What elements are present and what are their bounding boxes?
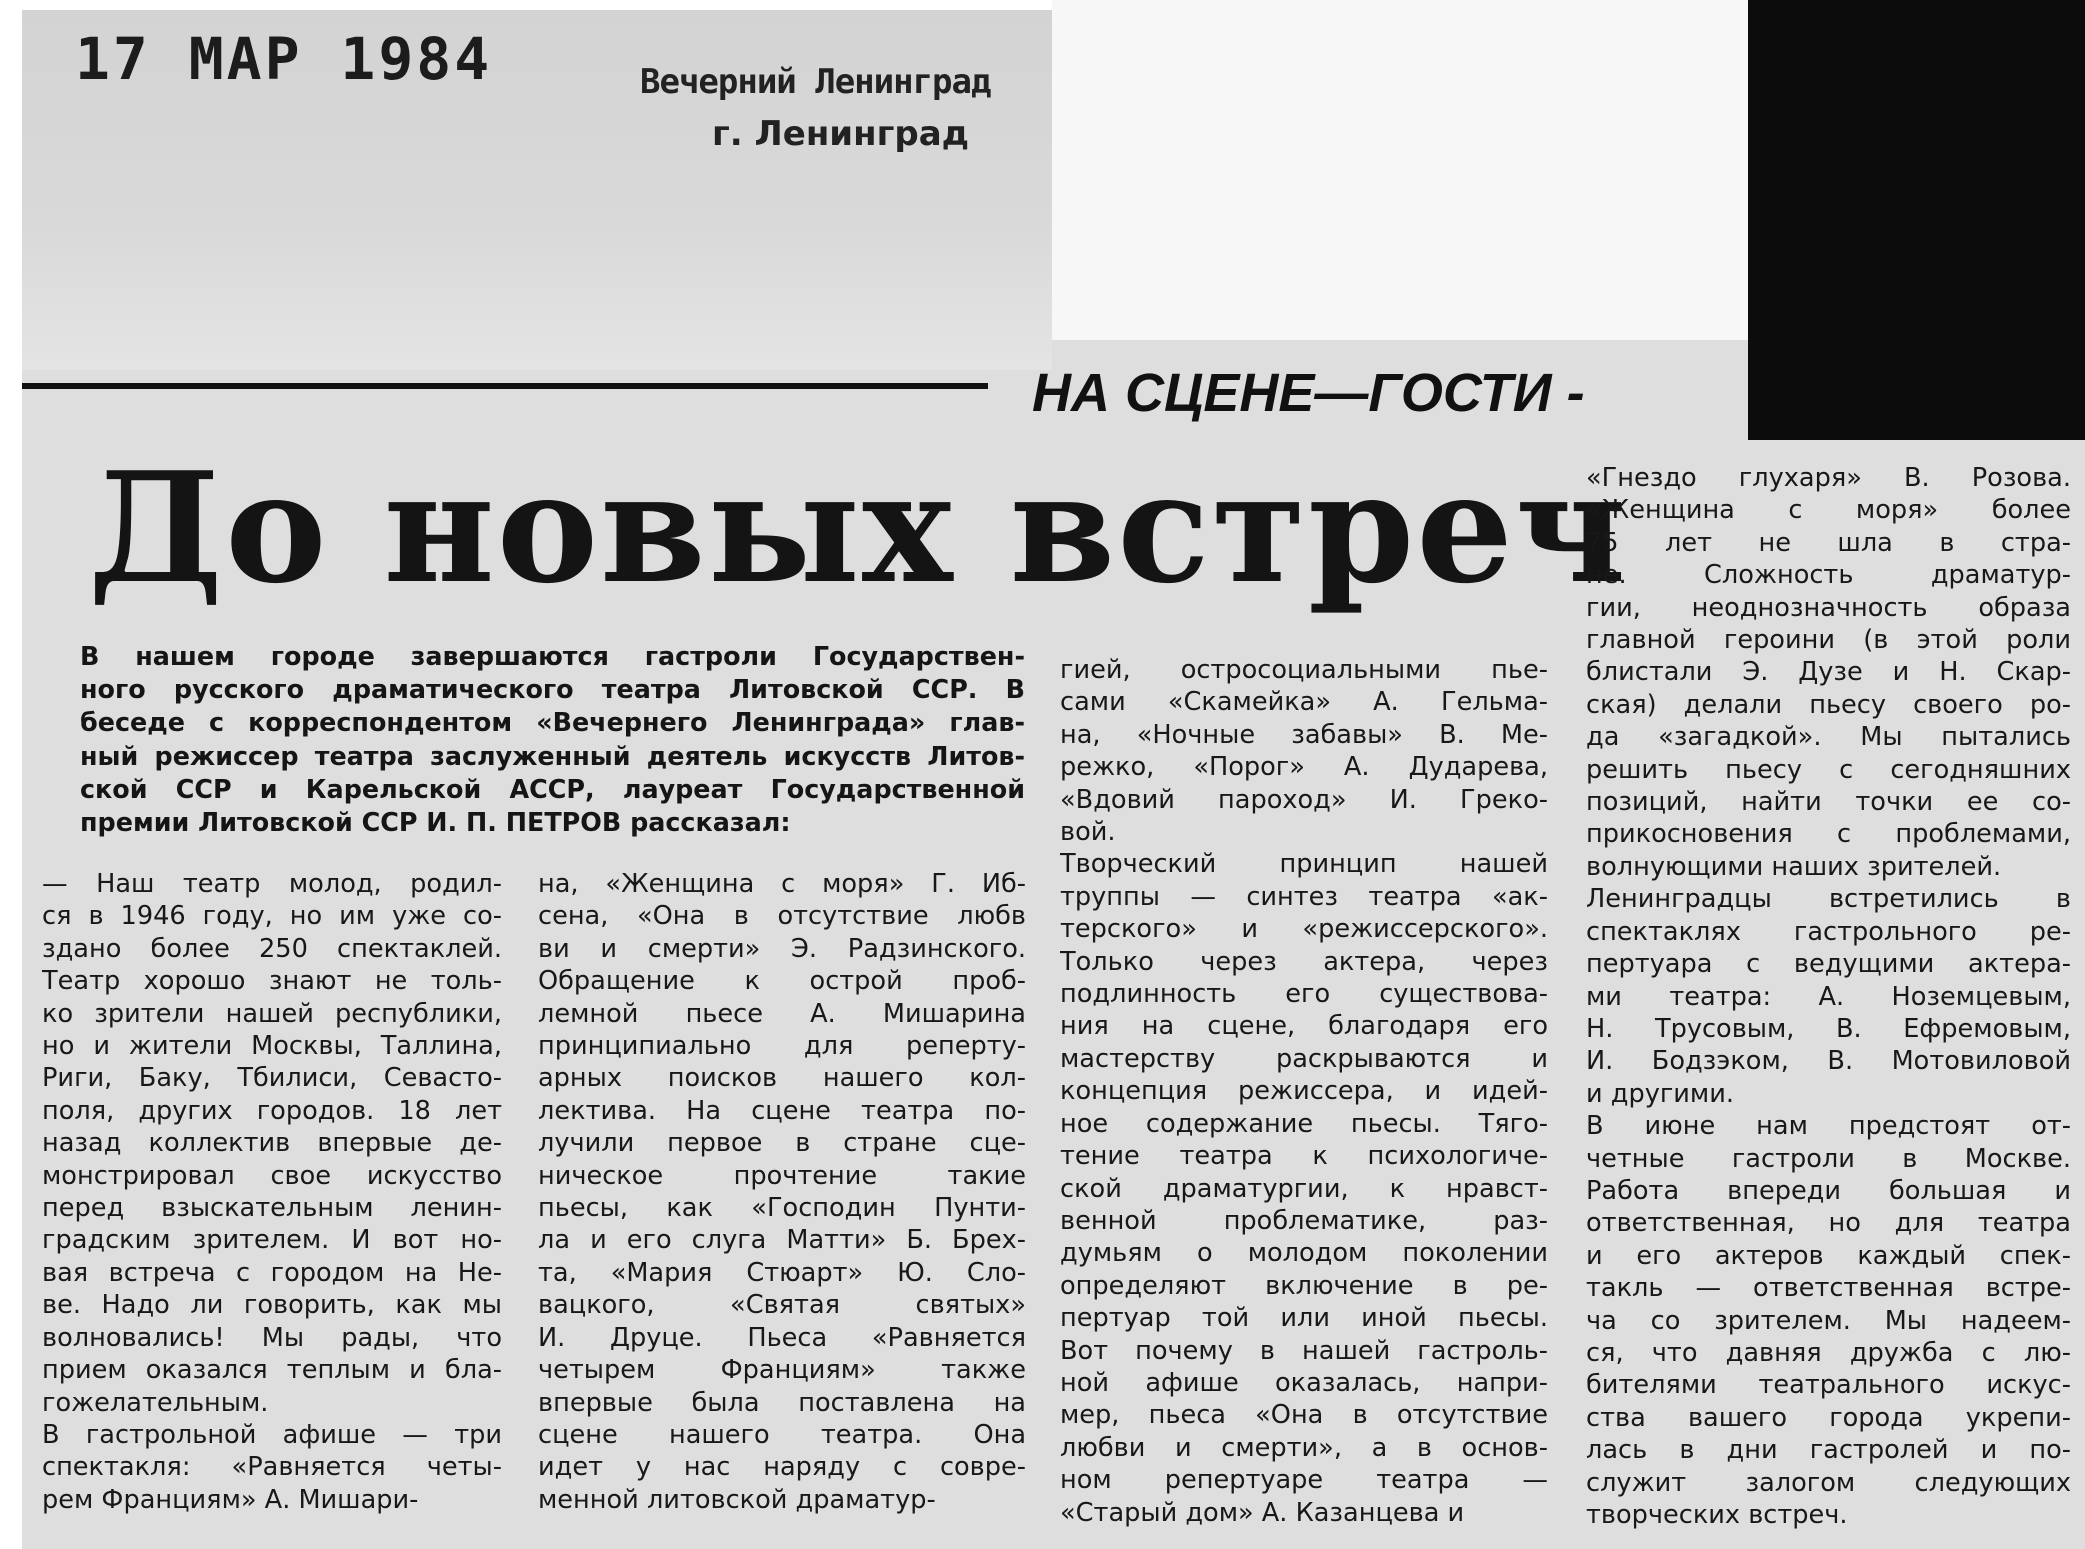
column-line: ская) делали пьесу своего ро- — [1586, 689, 2071, 720]
column-line: ное содержание пьесы. Тяго- — [1060, 1108, 1548, 1139]
column-line: ча со зрителем. Мы надеем- — [1586, 1305, 2071, 1336]
column-line: вацкого, «Святая святых» — [538, 1290, 1026, 1321]
article-headline: До новых встреч — [88, 438, 1629, 617]
column-line: лемной пьесе А. Мишарина — [538, 998, 1026, 1029]
column-line: вая встреча с городом на Не- — [42, 1257, 502, 1288]
column-line: И. Друце. Пьеса «Равняется — [538, 1322, 1026, 1353]
column-line: на, «Ночные забавы» В. Ме- — [1060, 719, 1548, 750]
column-line: лась в дни гастролей и по- — [1586, 1435, 2071, 1466]
column-line: мер, пьеса «Она в отсутствие — [1060, 1400, 1548, 1431]
column-line: Творческий принцип нашей — [1060, 849, 1548, 880]
column-line: ве. Надо ли говорить, как мы — [42, 1290, 502, 1321]
column-line: пьесы, как «Господин Пунти- — [538, 1193, 1026, 1224]
column-line: сцене нашего театра. Она — [538, 1419, 1026, 1450]
column-line: Только через актера, через — [1060, 946, 1548, 977]
lead-line: ской ССР и Карельской АССР, лауреат Государственной — [80, 773, 1025, 804]
background-gap — [1052, 0, 1762, 340]
column-line: спектакля: «Равняется четы- — [42, 1452, 502, 1483]
lead-line: беседе с корреспондентом «Вечернего Ленинграда» глав- — [80, 707, 1025, 738]
column-line: ническое прочтение такие — [538, 1160, 1026, 1191]
date-stamp: 17 МАР 1984 — [75, 25, 493, 93]
column-line: определяют включение в ре- — [1060, 1270, 1548, 1301]
column-line: впервые была поставлена на — [538, 1387, 1026, 1418]
column-line: прикосновения с проблемами, — [1586, 819, 2071, 850]
column-line: решить пьесу с сегодняшних — [1586, 754, 2071, 785]
column-line: труппы — синтез театра «ак- — [1060, 881, 1548, 912]
text-column-2 — [538, 868, 1026, 1516]
lead-line: ного русского драматического театра Литовской ССР. В — [80, 674, 1025, 705]
column-line: подлинность его существова- — [1060, 979, 1548, 1010]
column-line: ной афише оказалась, напри- — [1060, 1367, 1548, 1398]
column-line: на, «Женщина с моря» Г. Иб- — [538, 869, 1026, 899]
column-line: градским зрителем. И вот но- — [42, 1225, 502, 1256]
column-line: ми театра: А. Ноземцевым, — [1586, 981, 2071, 1012]
column-line: пертуар той или иной пьесы. — [1060, 1303, 1548, 1334]
lead-line: премии Литовской ССР И. П. ПЕТРОВ рассказал: — [80, 807, 791, 838]
column-line: ской драматургии, к нравст- — [1060, 1173, 1548, 1204]
column-line: В гастрольной афише — три — [42, 1419, 502, 1450]
article-lead — [80, 640, 1025, 839]
column-line: менной литовской драматур- — [538, 1484, 936, 1515]
column-line: гией, остросоциальными пье- — [1060, 655, 1548, 685]
column-line: И. Бодзэком, В. Мотовиловой — [1586, 1046, 2071, 1077]
column-line: В июне нам предстоят от- — [1586, 1111, 2071, 1142]
column-line: ко зрители нашей республики, — [42, 998, 502, 1029]
column-line: перед взыскательным ленин- — [42, 1193, 502, 1224]
column-line: лектива. На сцене театра по- — [538, 1095, 1026, 1126]
column-line: блистали Э. Дузе и Н. Скар- — [1586, 657, 2071, 688]
column-line: Риги, Баку, Тбилиси, Севасто- — [42, 1063, 502, 1094]
column-line: думьям о молодом поколении — [1060, 1238, 1548, 1269]
column-line: «Вдовий пароход» И. Греко- — [1060, 784, 1548, 815]
column-line: спектаклях гастрольного ре- — [1586, 916, 2071, 947]
column-line: не. Сложность драматур- — [1586, 560, 2071, 591]
column-line: и его актеров каждый спек- — [1586, 1240, 2071, 1271]
column-line: концепция режиссера, и идей- — [1060, 1076, 1548, 1107]
column-line: монстрировал свое искусство — [42, 1160, 502, 1191]
column-line: волнующими наших зрителей. — [1586, 851, 2002, 882]
column-line: служит залогом следующих — [1586, 1467, 2071, 1498]
column-line: ответственная, но для театра — [1586, 1208, 2071, 1239]
column-line: «Гнездо глухаря» В. Розова. — [1586, 463, 2071, 493]
text-column-4 — [1586, 462, 2071, 1531]
column-line: Вот почему в нашей гастроль- — [1060, 1335, 1548, 1366]
rubric-heading: НА СЦЕНЕ—ГОСТИ - — [1032, 363, 1585, 423]
column-line: но и жители Москвы, Таллина, — [42, 1031, 502, 1062]
column-line: волновались! Мы рады, что — [42, 1322, 502, 1353]
column-line: здано более 250 спектаклей. — [42, 933, 502, 964]
lead-line: ный режиссер театра заслуженный деятель искусств Литов- — [80, 740, 1025, 771]
column-line: поля, других городов. 18 лет — [42, 1095, 502, 1126]
column-line: арных поисков нашего кол- — [538, 1063, 1026, 1094]
column-line: — Наш театр молод, родил- — [42, 869, 502, 899]
column-line: ся, что давняя дружба с лю- — [1586, 1337, 2071, 1368]
column-line: сами «Скамейка» А. Гельма- — [1060, 687, 1548, 718]
column-line: Обращение к острой проб- — [538, 966, 1026, 997]
section-rule — [22, 383, 988, 389]
column-line: гожелательным. — [42, 1387, 269, 1418]
column-line: ства вашего города укрепи- — [1586, 1402, 2071, 1433]
column-line: прием оказался теплым и бла- — [42, 1355, 502, 1386]
column-line: назад коллектив впервые де- — [42, 1128, 502, 1159]
column-line: четные гастроли в Москве. — [1586, 1143, 2071, 1174]
newspaper-name-stamp: Вечерний Ленинград — [640, 62, 991, 102]
column-line: вой. — [1060, 817, 1116, 848]
column-line: венной проблематике, раз- — [1060, 1205, 1548, 1236]
column-line: ния на сцене, благодаря его — [1060, 1011, 1548, 1042]
column-line: бителями театрального искус- — [1586, 1370, 2071, 1401]
column-line: главной героини (в этой роли — [1586, 625, 2071, 656]
column-line: пертуара с ведущими актера- — [1586, 949, 2071, 980]
column-line: сена, «Она в отсутствие любв — [538, 901, 1026, 932]
text-column-3 — [1060, 654, 1548, 1529]
column-line: любви и смерти», а в основ- — [1060, 1432, 1548, 1463]
column-line: 75 лет не шла в стра- — [1586, 527, 2071, 558]
column-line: ви и смерти» Э. Радзинского. — [538, 933, 1026, 964]
column-line: тение театра к психологиче- — [1060, 1141, 1548, 1172]
column-line: терского» и «режиссерского». — [1060, 914, 1548, 945]
column-line: Ленинградцы встретились в — [1586, 884, 2071, 915]
column-line: идет у нас наряду с совре- — [538, 1452, 1026, 1483]
column-line: и другими. — [1586, 1078, 1735, 1109]
text-column-1 — [42, 868, 502, 1516]
city-stamp: г. Ленинград — [712, 114, 970, 154]
column-line: ла и его слуга Матти» Б. Брех- — [538, 1225, 1026, 1256]
column-line: Работа впереди большая и — [1586, 1175, 2071, 1206]
column-line: Н. Трусовым, В. Ефремовым, — [1586, 1013, 2071, 1044]
column-line: Театр хорошо знают не толь- — [42, 966, 502, 997]
column-line: «Старый дом» А. Казанцева и — [1060, 1497, 1465, 1528]
column-line: та, «Мария Стюарт» Ю. Сло- — [538, 1257, 1026, 1288]
column-line: такль — ответственная встре- — [1586, 1273, 2071, 1304]
column-line: режко, «Порог» А. Дударева, — [1060, 752, 1548, 783]
dark-background-corner — [1748, 0, 2085, 440]
column-line: гии, неоднозначность образа — [1586, 592, 2071, 623]
column-line: ся в 1946 году, но им уже со- — [42, 901, 502, 932]
column-line: мастерству раскрываются и — [1060, 1043, 1548, 1074]
column-line: принципиально для реперту- — [538, 1031, 1026, 1062]
column-line: «Женщина с моря» более — [1586, 495, 2071, 526]
column-line: четырем Франциям» также — [538, 1355, 1026, 1386]
column-line: творческих встреч. — [1586, 1500, 1848, 1530]
column-line: позиций, найти точки ее со- — [1586, 787, 2071, 818]
lead-line: В нашем городе завершаются гастроли Государствен- — [80, 641, 1025, 671]
column-line: ном репертуаре театра — — [1060, 1465, 1548, 1496]
column-line: рем Франциям» А. Мишари- — [42, 1484, 419, 1515]
column-line: да «загадкой». Мы пытались — [1586, 722, 2071, 753]
column-line: лучили первое в стране сце- — [538, 1128, 1026, 1159]
